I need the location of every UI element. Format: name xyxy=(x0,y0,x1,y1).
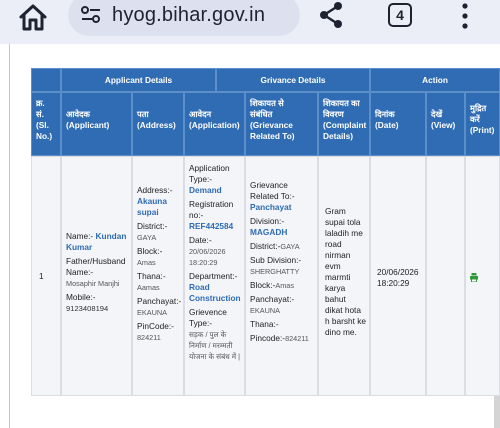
applicant-name: Kundan Kumar xyxy=(66,231,127,252)
col-header-address: पता (Address) xyxy=(132,92,184,156)
cell-view[interactable] xyxy=(426,156,465,396)
cell-application: Application Type:- Demand Registration no:- REF442584 Date:- 20/06/2026 18:20:29 Department:- Road Construction Grievence Type:- सड़क / पुल के निर्माण / मरम्मती योजना के संबंध में | xyxy=(184,156,245,396)
block-value: Amas xyxy=(137,258,156,267)
table-row xyxy=(31,156,61,396)
col-header-applicant: आवेदक (Applicant) xyxy=(61,92,132,156)
pincode-value: 824211 xyxy=(137,333,161,342)
cell-address: Address:- Akauna supai District:- GAYA Block:- Amas Thana:- Aamas Panchayat:- EKAUNA PinCode:- 824211 xyxy=(132,156,184,396)
district-value: GAYA xyxy=(137,233,157,242)
division-value: MAGADH xyxy=(250,227,288,237)
related-district-value: GAYA xyxy=(280,242,300,251)
cell-grievance-related: Grievance Related To:- Panchayat Division:- MAGADH District:-GAYA Sub Division:- SHERGHATTY Block:-Amas Panchayat:- EKAUNA Thana:- Pincode:-824211 xyxy=(245,156,318,396)
group-header-applicant: Applicant Details xyxy=(61,68,216,92)
subdivision-value: SHERGHATTY xyxy=(250,267,300,276)
col-header-complaint: शिकायत का विवरण (Complaint Details) xyxy=(318,92,370,156)
related-pincode-value: 824211 xyxy=(285,334,309,343)
thana-value: Aamas xyxy=(137,283,160,292)
share-icon[interactable] xyxy=(318,1,344,29)
group-header-grievance: Grivance Details xyxy=(216,68,370,92)
grievance-type-value: सड़क / पुल के निर्माण / मरम्मती योजना के संबंध में | xyxy=(189,330,241,361)
col-header-print: मुद्रित करें (Print) xyxy=(465,92,500,156)
tab-count-button[interactable]: 4 xyxy=(388,3,412,27)
related-to-value: Panchayat xyxy=(250,202,292,212)
cell-complaint-details: Gram supai tola laladih me road nirman evm marmti karya bahut dikat hota h barsht ke dino me. xyxy=(318,156,370,396)
print-icon[interactable] xyxy=(470,273,478,282)
header-blank xyxy=(31,68,61,92)
application-date: 20/06/2026 18:20:29 xyxy=(189,247,226,267)
site-settings-icon[interactable] xyxy=(80,5,102,25)
address-value: Akauna supai xyxy=(137,196,167,217)
col-header-date: दिनांक (Date) xyxy=(370,92,426,156)
cell-applicant: Name:- Kundan Kumar Father/Husband Name:- Mosaphir Manjhi Mobile:- 9123408194 xyxy=(61,156,132,396)
panchayat-value: EKAUNA xyxy=(137,308,168,317)
department-value: Road Construction xyxy=(189,282,241,303)
related-panchayat-value: EKAUNA xyxy=(250,306,281,315)
related-block-value: Amas xyxy=(275,281,295,290)
row-sno: 1 xyxy=(39,271,44,281)
row-date: 20/06/2026 18:20:29 xyxy=(377,267,419,288)
col-header-related: शिकायत से संबंधित (Grievance Related To) xyxy=(245,92,318,156)
page-border xyxy=(9,44,10,428)
browser-toolbar xyxy=(0,0,500,44)
registration-number: REF442584 xyxy=(189,221,234,231)
more-options-icon[interactable] xyxy=(460,3,470,29)
url-text[interactable]: hyog.bihar.gov.in xyxy=(112,4,266,26)
col-header-view: देखें (View) xyxy=(426,92,465,156)
col-header-sno: क्र. सं. (Sl. No.) xyxy=(31,92,61,156)
col-header-application: आवेदन (Application) xyxy=(184,92,245,156)
application-type: Demand xyxy=(189,185,222,195)
group-header-action: Action xyxy=(370,68,500,92)
home-icon[interactable] xyxy=(18,3,48,31)
cell-date xyxy=(370,156,426,396)
mobile-number: 9123408194 xyxy=(66,304,109,313)
father-name: Mosaphir Manjhi xyxy=(66,279,120,288)
